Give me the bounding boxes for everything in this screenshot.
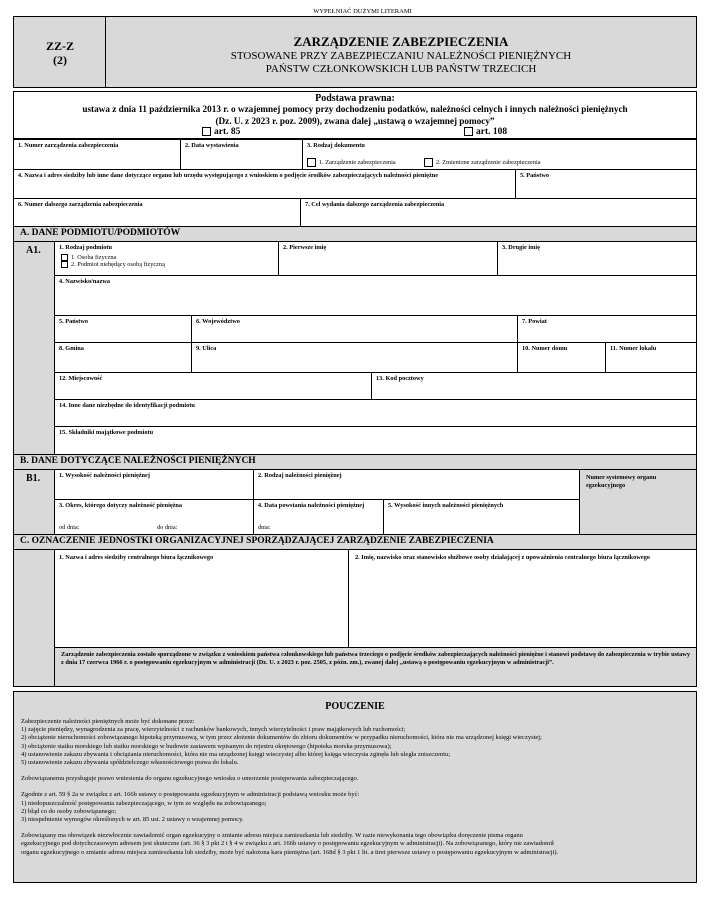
form-version: (2) <box>53 53 67 67</box>
instructions-line: 3) niespełnienie wymogów określonych w art. 85 ust. 2 ustawy o wzajemnej pomocy. <box>21 816 244 824</box>
art-108-label: art. 108 <box>476 127 508 137</box>
field-claim-origin-date <box>254 500 384 534</box>
requesting-authority-row <box>13 170 697 199</box>
top-note: WYPEŁNIAĆ DUŻYMI LITERAMI <box>313 8 412 15</box>
doc-type-option-2[interactable] <box>424 158 541 167</box>
field-commune[interactable] <box>55 343 192 372</box>
legal-basis-heading: Podstawa prawna: <box>315 93 395 104</box>
field-further-order-number-label: 6. Numer dalszego zarządzenia zabezpieczenia <box>18 201 143 208</box>
instructions-line: 4) ustanowienie zakazu zbywania i obciążania nieruchomości, która nie ma urządzonej księgi wieczystej albo której księga wieczysta zginęła lub uległa zniszczeniu; <box>21 750 451 758</box>
art-85-checkbox[interactable] <box>202 127 211 136</box>
entity-type-2-checkbox[interactable] <box>61 261 68 268</box>
section-b-row-label-cell <box>14 470 55 534</box>
form-title: ZARZĄDZENIE ZABEZPIECZENIA <box>293 34 509 49</box>
field-further-order-purpose[interactable] <box>301 199 696 226</box>
field-issue-date[interactable] <box>181 140 303 169</box>
field-street-label: 9. Ulica <box>196 345 217 352</box>
art-108-option[interactable] <box>464 127 507 137</box>
system-number-cell <box>580 470 696 534</box>
instructions-paragraph-2 <box>21 775 689 783</box>
field-claim-origin-date-label: 4. Data powstania należności pieniężnej <box>258 502 365 509</box>
instructions-paragraph-1 <box>21 718 689 767</box>
period-to-field[interactable]: do dnia: <box>157 524 178 531</box>
a-row-4 <box>55 343 696 373</box>
section-b-body <box>13 470 697 535</box>
art-85-option[interactable] <box>202 127 240 137</box>
instructions-line: egzekucyjnego pod dotychczasowym adresem jest skuteczne (art. 36 § 3 pkt 2 i § 4 w związku z art. 166b ustawy o postępowaniu egzekucyjnym w administracji). Na zobowiązanego, który nie zawiadomił <box>21 840 554 848</box>
field-authorized-person-label: 2. Imię, nazwisko oraz stanowisko służbowe osoby działającej z upoważnienia centralnego biura łącznikowego <box>355 554 650 561</box>
field-liaison-office-label: 1. Nazwa i adres siedziby centralnego biura łącznikowego <box>59 554 214 561</box>
field-first-name-label: 2. Pierwsze imię <box>283 244 327 251</box>
instructions-paragraph-4 <box>21 832 689 857</box>
field-document-type-label: 3. Rodzaj dokumentu <box>307 142 365 149</box>
field-claim-period <box>55 500 254 534</box>
field-requesting-authority-label: 4. Nazwa i adres siedziby lub inne dane dotyczące organu lub urzędu występującego z wnioskiem o podjęcie środków zabezpieczających należności pieniężne <box>18 172 439 179</box>
section-b-title: B. DANE DOTYCZĄCE NALEŻNOŚCI PIENIĘŻNYCH <box>13 455 697 470</box>
instructions-line: 3) obciążenie statku morskiego lub statku morskiego w budowie zastawem wpisanym do rejestru okrętowego (hipoteka morska przymusowa); <box>21 742 392 750</box>
field-claim-type[interactable] <box>254 470 580 500</box>
statement-text: Zarządzenie zabezpieczenia zostało sporządzone w związku z wnioskiem państwa członkowskiego lub państwa trzeciego o podjęcie środków zabezpieczających należności pieniężne i stanowi podstawę do zabezpieczenia w trybie ustawy z dnia 17 czerwca 1966 r. o postępowaniu egzekucyjnym w administracji (Dz. U. z 2023 r. poz. 2505, z późn. zm.), zwanej dalej „ustawą o postępowaniu egzekucyjnym w administracji”. <box>61 651 690 666</box>
entity-type-2-label: 2. Podmiot niebędący osobą fizyczną <box>71 261 165 268</box>
legal-basis-box <box>13 91 697 139</box>
field-second-name[interactable] <box>498 242 696 275</box>
field-apartment-number[interactable] <box>606 343 696 372</box>
field-first-name[interactable] <box>279 242 498 275</box>
form-header <box>13 16 697 88</box>
field-document-type <box>303 140 696 169</box>
section-a-row-label: A1. <box>26 245 41 256</box>
form-subtitle-2: PAŃSTW CZŁONKOWSKICH LUB PAŃSTW TRZECICH <box>265 63 537 75</box>
field-street[interactable] <box>192 343 518 372</box>
a-row-3 <box>55 316 696 343</box>
field-order-number-label: 1. Numer zarządzenia zabezpieczenia <box>18 142 119 149</box>
field-voivodeship-label: 6. Województwo <box>196 318 240 325</box>
legal-basis-line-2: (Dz. U. z 2023 r. poz. 2009), zwana dalej „ustawą o wzajemnej pomocy” <box>215 116 495 126</box>
statement-cell <box>55 648 696 686</box>
field-postal-code[interactable] <box>372 373 696 399</box>
field-postal-code-label: 13. Kod pocztowy <box>376 375 424 382</box>
field-entity-type <box>55 242 279 275</box>
entity-type-option-1[interactable] <box>55 254 278 262</box>
field-assets[interactable] <box>55 427 696 454</box>
field-assets-label: 15. Składniki majątkowe podmiotu <box>59 429 154 436</box>
instructions-line: Zgodnie z art. 59 § 2a w związku z art. 166b ustawy o postępowaniu egzekucyjnym w administracji podstawą wniosku może być: <box>21 791 360 799</box>
field-house-number-label: 10. Numer domu <box>522 345 568 352</box>
field-surname-label: 4. Nazwisko/nazwa <box>59 278 111 285</box>
section-a-body <box>13 242 697 455</box>
doc-type-2-checkbox[interactable] <box>424 158 433 167</box>
doc-type-option-1[interactable] <box>307 158 396 167</box>
form-subtitle-1: STOSOWANE PRZY ZABEZPIECZANIU NALEŻNOŚCI PIENIĘŻNYCH <box>230 50 572 62</box>
further-order-row <box>13 199 697 227</box>
field-entity-type-label: 1. Rodzaj podmiotu <box>59 244 113 251</box>
origin-date-field[interactable]: dnia: <box>258 524 271 531</box>
doc-type-1-label: 1. Zarządzenie zabezpieczenia <box>319 158 396 166</box>
field-issue-date-label: 2. Data wystawienia <box>185 142 239 149</box>
field-city[interactable] <box>55 373 372 399</box>
section-a-row-label-cell <box>14 242 55 454</box>
field-other-claims-label: 5. Wysokość innych należności pieniężnych <box>388 502 504 509</box>
field-second-name-label: 3. Drugie imię <box>502 244 540 251</box>
field-claim-type-label: 2. Rodzaj należności pieniężnej <box>258 472 342 479</box>
instructions-line: 2) obciążenie nieruchomości zobowiązanego hipoteką przymusową, w tym przez złożenie dokumentów do zbioru dokumentów w przypadku nieruchomości, która nie ma urządzonej księgi wieczystej; <box>21 734 542 742</box>
field-further-order-number[interactable] <box>14 199 301 226</box>
instructions-box <box>13 691 697 883</box>
section-a-title: A. DANE PODMIOTU/PODMIOTÓW <box>13 227 697 242</box>
field-further-order-purpose-label: 7. Cel wydania dalszego zarządzenia zabezpieczenia <box>305 201 445 208</box>
entity-type-option-2[interactable] <box>55 261 278 269</box>
section-c-body <box>13 550 697 687</box>
instructions-line: Zobowiązany ma obowiązek niezwłocznie zawiadomić organ egzekucyjny o zmianie adresu miejsca zamieszkania lub siedziby. W razie niewykonania tego obowiązku doręczenie pisma organu <box>21 832 523 840</box>
field-other-identification-label: 14. Inne dane niezbędne do identyfikacji podmiotu <box>59 402 195 409</box>
art-85-label: art. 85 <box>214 127 241 137</box>
legal-basis-line-1: ustawa z dnia 11 października 2013 r. o wzajemnej pomocy przy dochodzeniu podatków, należności celnych i innych należności pieniężnych <box>82 104 628 114</box>
field-apartment-number-label: 11. Numer lokalu <box>610 345 657 352</box>
field-a-country-label: 5. Państwo <box>59 318 89 325</box>
field-claim-period-label: 3. Okres, którego dotyczy należność pieniężna <box>59 502 183 509</box>
system-number-label: Numer systemowy organu egzekucyjnego <box>586 474 657 489</box>
field-claim-amount-label: 1. Wysokość należności pieniężnej <box>59 472 150 479</box>
field-surname[interactable] <box>55 276 696 316</box>
instructions-line: 2) błąd co do osoby zobowiązanego; <box>21 807 117 815</box>
field-country[interactable] <box>516 170 696 198</box>
a-row-5 <box>55 373 696 400</box>
field-voivodeship[interactable] <box>192 316 518 342</box>
entity-type-1-label: 1. Osoba fizyczna <box>71 253 117 261</box>
instructions-body <box>14 712 696 857</box>
instructions-line: 1) niedopuszczalność postępowania zabezpieczającego, w tym ze względu na zobowiązanego; <box>21 799 267 807</box>
instructions-line: Zabezpieczenie należności pieniężnych może być dokonane przez: <box>21 718 195 725</box>
doc-type-2-label: 2. Zmienione zarządzenie zabezpieczenia <box>436 158 541 166</box>
instructions-line: 5) ustanowienie zakazu zbywania spółdzielczego własnościowego prawa do lokalu. <box>21 759 239 767</box>
field-country-label: 5. Państwo <box>520 172 550 179</box>
field-claim-amount[interactable] <box>55 470 254 500</box>
doc-type-1-checkbox[interactable] <box>307 158 316 167</box>
art-108-checkbox[interactable] <box>464 127 473 136</box>
section-c-title: C. OZNACZENIE JEDNOSTKI ORGANIZACYJNEJ SPORZĄDZAJĄCEJ ZARZĄDZENIE ZABEZPIECZENIA <box>13 535 697 550</box>
instructions-line: organu egzekucyjnego o zmianie adresu miejsca zamieszkania lub siedziby, może być nałożona kara pieniężna (art. 168d § 3 pkt 1 lit. a tiret pierwsze ustawy o postępowaniu egzekucyjnym w administracji). <box>21 848 559 856</box>
instructions-line: Zobowiązanemu przysługuje prawo wniesienia do organu egzekucyjnego wniosku o umorzenie postępowania zabezpieczającego. <box>21 775 359 783</box>
section-b-row-label: B1. <box>26 473 41 484</box>
field-requesting-authority[interactable] <box>14 170 516 198</box>
form-code-box <box>14 17 106 87</box>
document-info-row <box>13 139 697 170</box>
field-district-label: 7. Powiat <box>522 318 547 325</box>
a-row-1 <box>55 242 696 276</box>
field-a-country[interactable] <box>55 316 192 342</box>
entity-type-1-checkbox[interactable] <box>61 254 68 261</box>
field-district[interactable] <box>518 316 696 342</box>
section-c-row-label-cell <box>14 550 55 686</box>
field-other-claims[interactable] <box>384 500 580 534</box>
field-authorized-person[interactable] <box>349 550 696 648</box>
field-other-identification[interactable] <box>55 400 696 427</box>
instructions-title: POUCZENIE <box>325 701 385 712</box>
instructions-line: 1) zajęcie pieniędzy, wynagrodzenia za pracę, wierzytelności z rachunków bankowych, innych wierzytelności i praw majątkowych lub ruchomości; <box>21 726 406 734</box>
field-liaison-office[interactable] <box>55 550 349 648</box>
period-from-field[interactable]: od dnia: <box>59 524 80 531</box>
field-order-number[interactable] <box>14 140 181 169</box>
field-commune-label: 8. Gmina <box>59 345 84 352</box>
instructions-paragraph-3 <box>21 791 689 824</box>
form-code: ZZ-Z <box>45 39 74 53</box>
field-house-number[interactable] <box>518 343 606 372</box>
field-city-label: 12. Miejscowość <box>59 375 103 382</box>
